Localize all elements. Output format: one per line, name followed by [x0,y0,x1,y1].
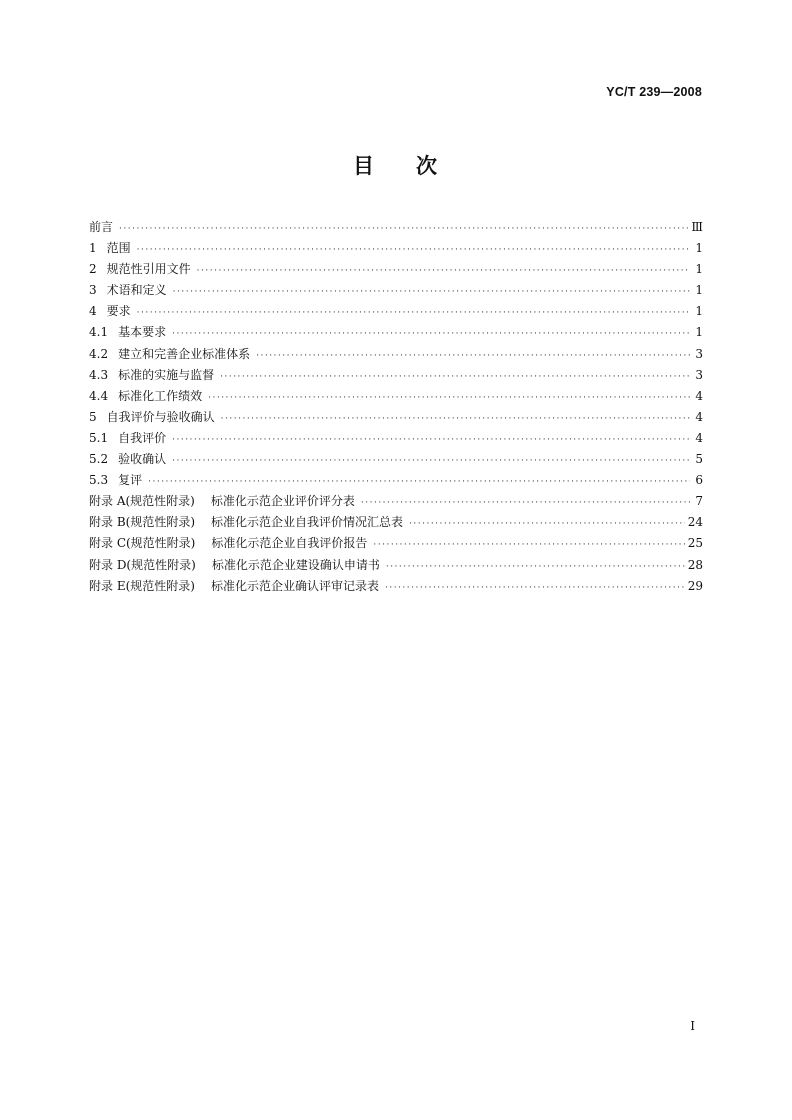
toc-entry-5-2[interactable] [89,449,703,470]
toc-appendix-e[interactable] [89,576,703,597]
toc-appendix-title: 标准化示范企业建设确认申请书 [211,557,380,572]
page-title [0,150,792,180]
toc-entry-2[interactable] [89,259,703,280]
toc-entry-page: 1 [695,241,703,256]
toc-entry-page: 7 [695,494,703,509]
toc-entry-page: 1 [695,262,703,277]
toc-entry-number: 1 [89,241,97,256]
toc-entry-number: 5 [89,409,97,424]
toc-leader [172,324,690,345]
toc-entry-label: 术语和定义 [106,283,167,298]
toc-entry-page: 1 [695,283,703,298]
toc-entry-5-3[interactable] [89,470,703,491]
toc-entry-page: 5 [695,452,703,467]
toc-entry-number: 4.1 [89,325,109,340]
toc-entry-number: 4.3 [89,367,109,382]
toc-entry-page: 3 [695,367,703,382]
toc-entry-number: 5.2 [89,452,109,467]
toc-entry-4-4[interactable] [89,386,703,407]
toc-appendix-prefix: 附录 A(规范性附录) [89,494,195,509]
toc-entry-page: 25 [687,536,703,551]
toc-entry-page: 29 [687,578,703,593]
toc-entry-number: 2 [89,262,97,277]
toc-entry-page: 4 [695,409,703,424]
toc-entry-page: 6 [695,473,703,488]
toc-entry-number: 3 [89,283,97,298]
toc-leader [172,430,690,451]
toc-leader [373,535,684,556]
toc-leader [173,282,690,303]
toc-entry-label: 标准的实施与监督 [118,367,215,382]
toc-entry-5-1[interactable] [89,428,703,449]
toc-leader [385,578,685,599]
toc-appendix-title: 标准化示范企业自我评价情况汇总表 [211,515,404,530]
toc-entry-number: 4.4 [89,388,109,403]
toc-entry-page: 24 [687,515,703,530]
toc-appendix-prefix: 附录 D(规范性附录) [89,557,196,572]
toc-entry-3[interactable] [89,280,703,301]
toc-entry-label: 建立和完善企业标准体系 [118,346,251,361]
toc-entry-label: 基本要求 [118,325,167,340]
toc-entry-foreword[interactable] [89,217,703,238]
toc-appendix-b[interactable] [89,512,703,533]
toc-leader [148,472,690,493]
toc-leader [256,346,690,367]
toc-entry-page: 1 [695,304,703,319]
toc-entry-page: 28 [687,557,703,572]
toc-entry-page: Ⅲ [691,220,703,234]
toc-entry-label: 标准化工作绩效 [118,388,203,403]
toc-appendix-title: 标准化示范企业确认评审记录表 [210,578,379,593]
toc-leader [208,388,690,409]
page-title-part1: 目 [353,154,376,178]
toc-appendix-a[interactable] [89,491,703,512]
toc-leader [386,557,685,578]
toc-entry-label: 规范性引用文件 [106,262,191,277]
toc-entry-number: 4.2 [89,346,109,361]
toc-entry-1[interactable] [89,238,703,259]
toc-entry-page: 4 [695,388,703,403]
toc-entry-label: 复评 [118,473,143,488]
toc-entry-number: 5.3 [89,473,109,488]
toc-appendix-prefix: 附录 E(规范性附录) [89,578,195,593]
toc-appendix-d[interactable] [89,555,703,576]
toc-appendix-prefix: 附录 B(规范性附录) [89,515,195,530]
toc-entry-label: 自我评价与验收确认 [106,409,215,424]
toc-leader [137,303,690,324]
toc-entry-5[interactable] [89,407,703,428]
toc-entry-4[interactable] [89,301,703,322]
page-title-part2: 次 [416,154,439,178]
toc-leader [137,240,690,261]
toc-appendix-prefix: 附录 C(规范性附录) [89,536,196,551]
toc-entry-page: 4 [695,430,703,445]
toc-entry-label: 范围 [106,241,131,256]
toc-entry-label: 要求 [106,304,131,319]
toc-entry-page: 3 [695,346,703,361]
toc-entry-4-3[interactable] [89,365,703,386]
toc-appendix-title: 标准化示范企业自我评价报告 [211,536,368,551]
toc-leader [119,219,688,240]
toc-entry-label: 前言 [89,220,114,234]
table-of-contents [89,217,703,597]
toc-entry-number: 4 [89,304,97,319]
toc-leader [172,451,690,472]
toc-leader [220,367,690,388]
toc-leader [221,409,690,430]
toc-entry-page: 1 [695,325,703,340]
toc-entry-4-2[interactable] [89,344,703,365]
toc-leader [197,261,690,282]
page-number: I [690,1019,695,1033]
toc-appendix-title: 标准化示范企业评价评分表 [210,494,355,509]
toc-entry-4-1[interactable] [89,322,703,343]
toc-entry-label: 自我评价 [118,430,167,445]
toc-entry-label: 验收确认 [118,452,167,467]
toc-leader [361,493,690,514]
document-code: YC/T 239—2008 [606,85,702,99]
toc-leader [409,514,685,535]
toc-entry-number: 5.1 [89,430,109,445]
toc-appendix-c[interactable] [89,533,703,554]
